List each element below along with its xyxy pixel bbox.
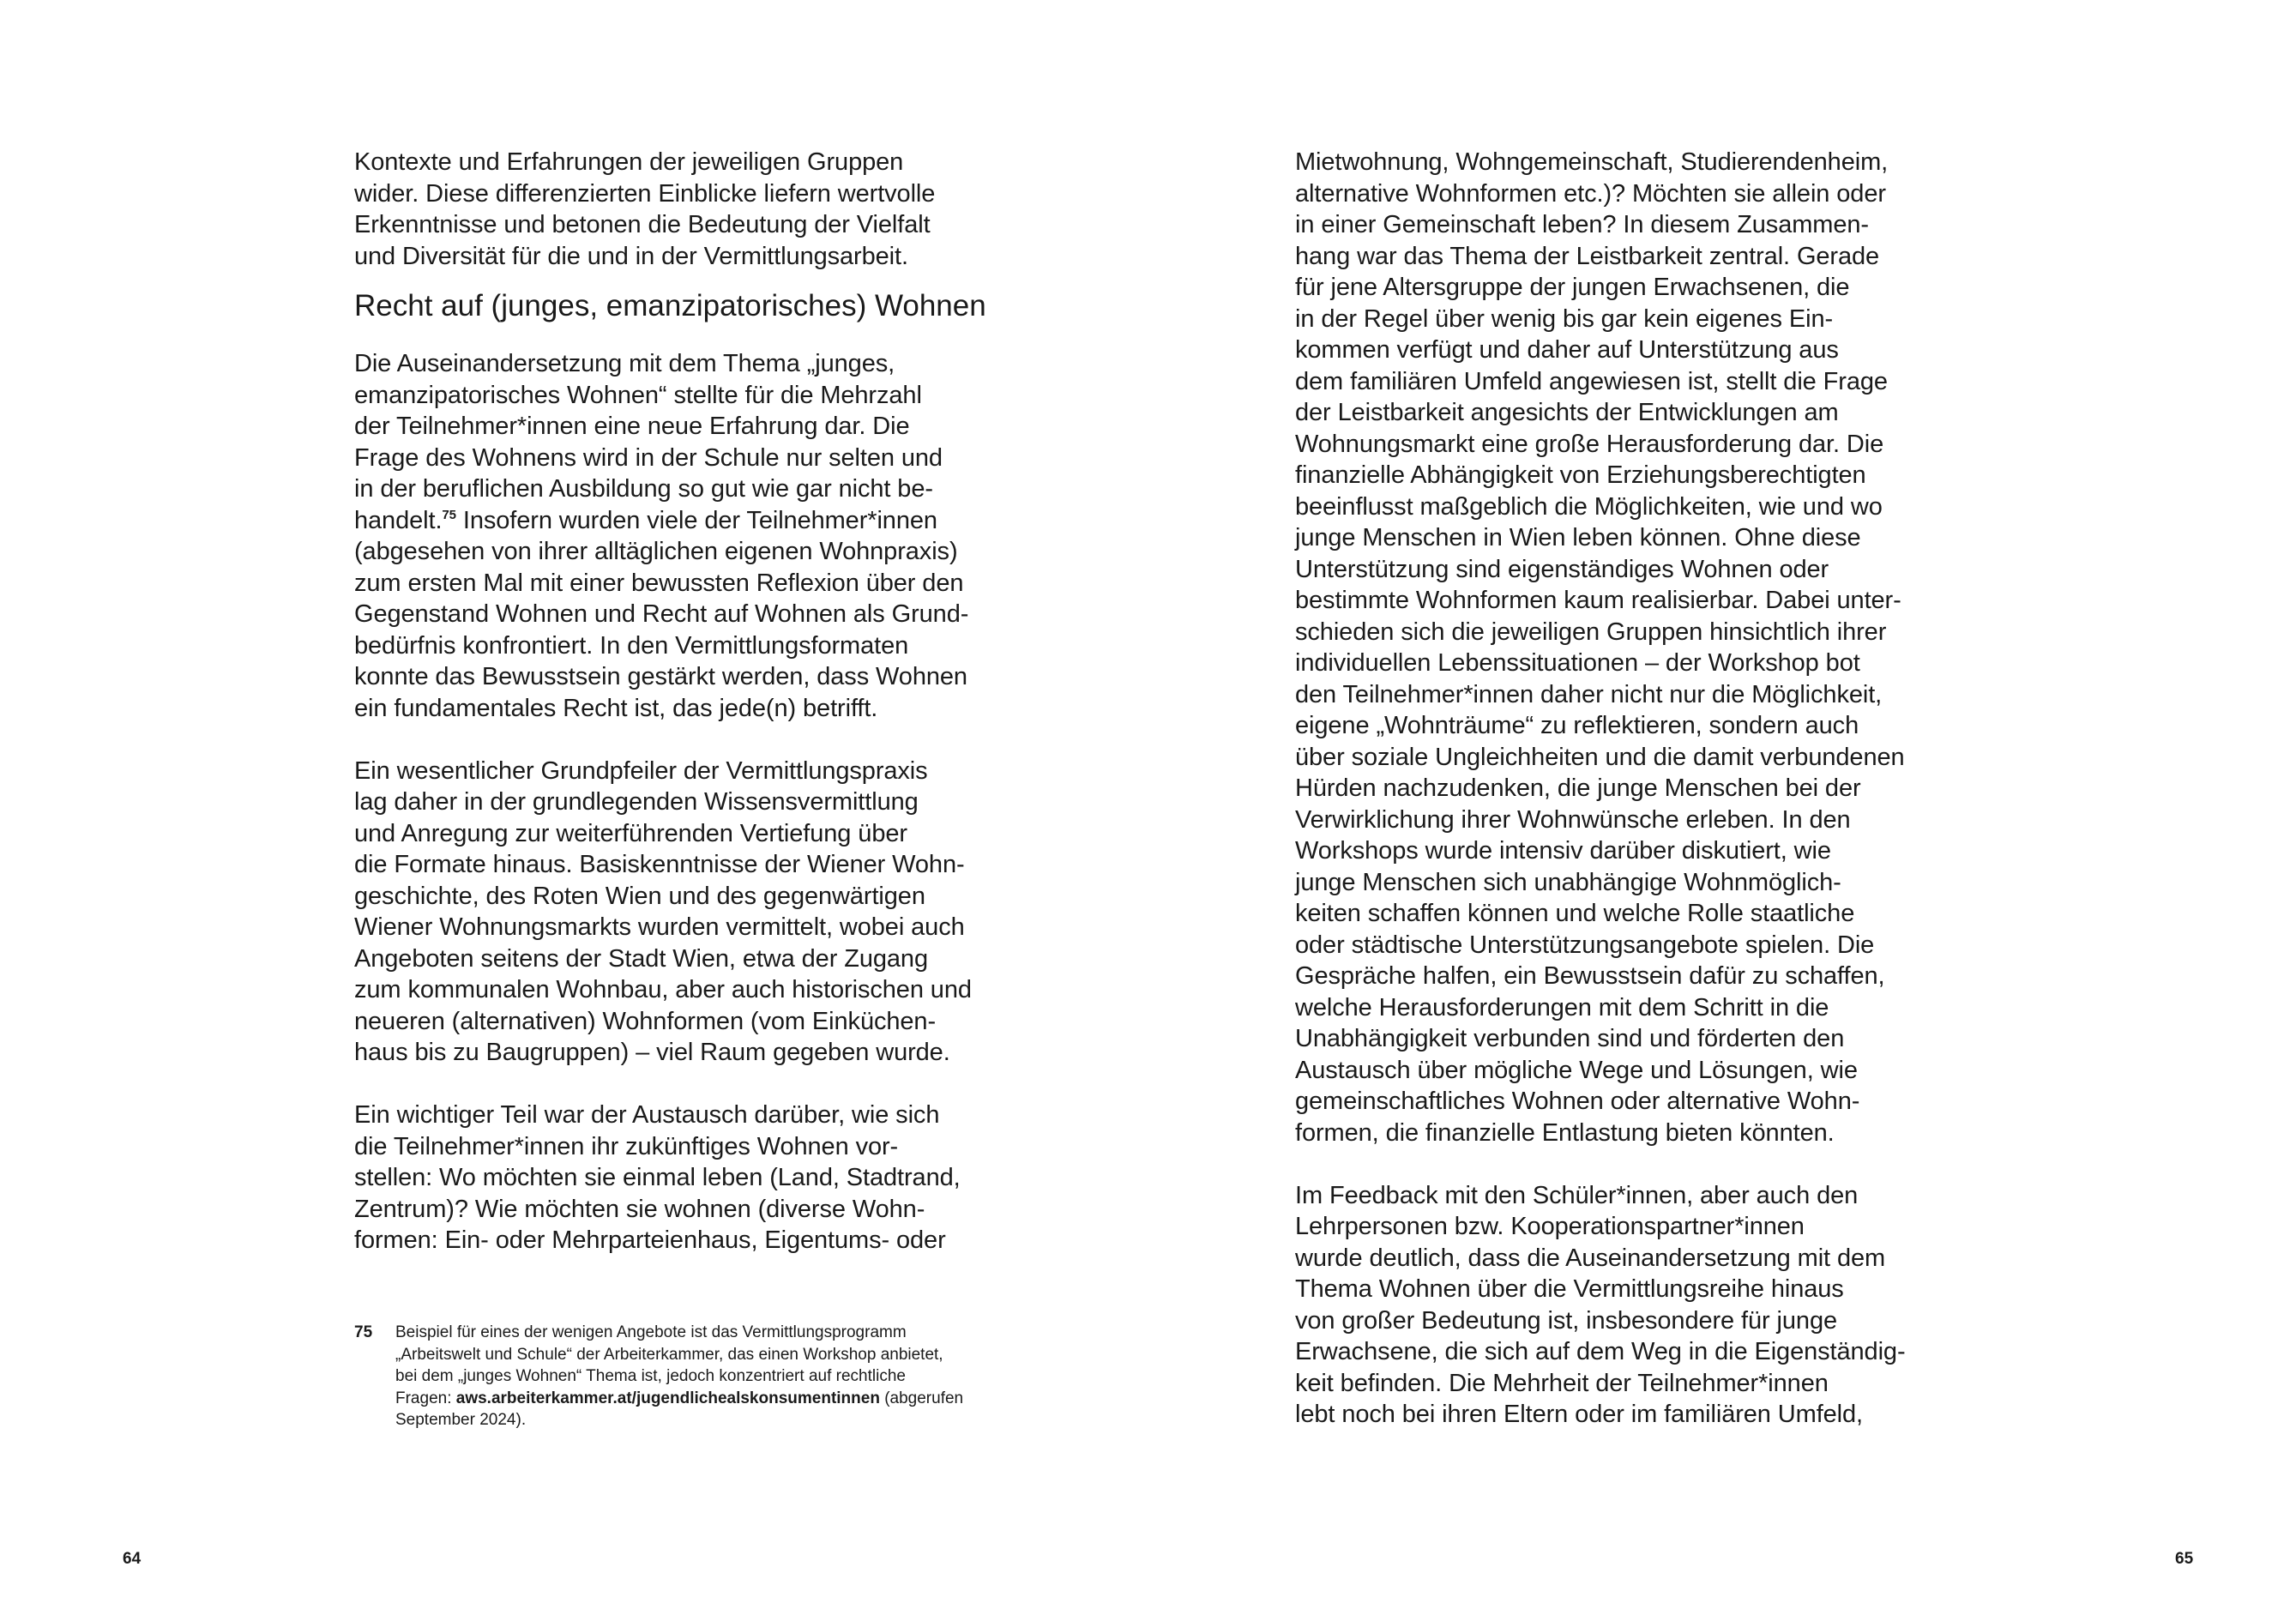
- text-line: zum ersten Mal mit einer bewussten Reflexion über den: [354, 569, 964, 597]
- text-line: lag daher in der grundlegenden Wissensvermittlung: [354, 788, 919, 816]
- text-line: Angeboten seitens der Stadt Wien, etwa der Zugang: [354, 944, 928, 973]
- text-line: formen: Ein- oder Mehrparteienhaus, Eigentums- oder: [354, 1226, 946, 1254]
- text-line: Im Feedback mit den Schüler*innen, aber auch den: [1295, 1181, 1859, 1209]
- text-line: in der beruflichen Ausbildung so gut wie gar nicht be-: [354, 475, 933, 503]
- text-line: finanzielle Abhängigkeit von Erziehungsberechtigten: [1295, 461, 1866, 489]
- footnote-line: „Arbeitswelt und Schule“ der Arbeiterkammer, das einen Workshop anbietet,: [395, 1345, 943, 1364]
- footnote-reference[interactable]: 75: [442, 507, 456, 522]
- text-line: (abgesehen von ihrer alltäglichen eigenen Wohnpraxis): [354, 538, 958, 565]
- text-line: die Formate hinaus. Basiskenntnisse der Wiener Wohn-: [354, 851, 965, 878]
- text-line: eigene „Wohnträume“ zu reflektieren, sondern auch: [1295, 712, 1859, 739]
- text-line: über soziale Ungleichheiten und die damit verbundenen: [1295, 743, 1905, 771]
- text-line: lebt noch bei ihren Eltern oder im familiären Umfeld,: [1295, 1401, 1864, 1428]
- text-line: ein fundamentales Recht ist, das jede(n) betrifft.: [354, 694, 878, 722]
- footnote-line: Beispiel für eines der wenigen Angebote ist das Vermittlungsprogramm: [395, 1323, 907, 1341]
- text-line: Wiener Wohnungsmarkts wurden vermittelt, wobei auch: [354, 913, 965, 941]
- text-line: wider. Diese differenzierten Einblicke liefern wertvolle: [354, 179, 936, 208]
- text-line: hang war das Thema der Leistbarkeit zentral. Gerade: [1295, 242, 1880, 270]
- text-line: Ein wesentlicher Grundpfeiler der Vermittlungspraxis: [354, 756, 928, 785]
- text-fragment: Fragen:: [395, 1389, 456, 1407]
- text-fragment: (abgerufen: [879, 1389, 964, 1407]
- footnote-link[interactable]: aws.arbeiterkammer.at/jugendlichealskonsumentinnen: [455, 1389, 880, 1407]
- paragraph-feedback: [1295, 1180, 1906, 1431]
- text-line: Erkenntnisse und betonen die Bedeutung der Vielfalt: [354, 211, 931, 238]
- text-line: für jene Altersgruppe der jungen Erwachsenen, die: [1295, 274, 1850, 301]
- text-line: Workshops wurde intensiv darüber diskutiert, wie: [1295, 837, 1831, 865]
- paragraph-gap: [1295, 1148, 1906, 1180]
- text-line: emanzipatorisches Wohnen“ stellte für die Mehrzahl: [354, 381, 922, 409]
- page-number-left: 64: [123, 1550, 142, 1568]
- text-line: von großer Bedeutung ist, insbesondere für junge: [1295, 1306, 1837, 1335]
- text-line: Gegenstand Wohnen und Recht auf Wohnen als Grund-: [354, 600, 969, 628]
- text-line: keiten schaffen können und welche Rolle staatliche: [1295, 900, 1855, 927]
- text-line: Verwirklichung ihrer Wohnwünsche erleben. In den: [1295, 805, 1851, 834]
- text-line: konnte das Bewusstsein gestärkt werden, dass Wohnen: [354, 663, 967, 690]
- text-line: neueren (alternativen) Wohnformen (vom Einküchen-: [354, 1007, 937, 1035]
- text-line: Lehrpersonen bzw. Kooperationspartner*innen: [1295, 1213, 1805, 1240]
- text-line: beeinflusst maßgeblich die Möglichkeiten, wie und wo: [1295, 492, 1883, 521]
- text-line: kommen verfügt und daher auf Unterstützung aus: [1295, 336, 1839, 364]
- text-line: Hürden nachzudenken, die junge Menschen bei der: [1295, 774, 1861, 802]
- paragraph-continued: [1295, 147, 1906, 1148]
- text-line: Austausch über mögliche Wege und Lösungen, wie: [1295, 1056, 1858, 1084]
- text-line: der Leistbarkeit angesichts der Entwicklungen am: [1295, 399, 1839, 426]
- text-line: oder städtische Unterstützungsangebote spielen. Die: [1295, 931, 1875, 959]
- text-line: der Teilnehmer*innen eine neue Erfahrung dar. Die: [354, 413, 910, 440]
- text-line: die Teilnehmer*innen ihr zukünftiges Wohnen vor-: [354, 1132, 899, 1160]
- text-line: und Diversität für die und in der Vermittlungsarbeit.: [354, 242, 908, 270]
- text-line: welche Herausforderungen mit dem Schritt in die: [1295, 993, 1829, 1021]
- text-line: individuellen Lebenssituationen – der Workshop bot: [1295, 649, 1860, 677]
- text-line: in einer Gemeinschaft leben? In diesem Zusammen-: [1295, 211, 1869, 238]
- text-line: zum kommunalen Wohnbau, aber auch historischen und: [354, 976, 972, 1003]
- page-number-right: 65: [2175, 1550, 2194, 1568]
- text-line: in der Regel über wenig bis gar kein eigenes Ein-: [1295, 304, 1834, 333]
- footnote-line: bei dem „junges Wohnen“ Thema ist, jedoch konzentriert auf rechtliche: [395, 1367, 906, 1385]
- text-line: Erwachsene, die sich auf dem Weg in die Eigenständig-: [1295, 1338, 1906, 1365]
- text-fragment: Insofern wurden viele der Teilnehmer*innen: [455, 506, 937, 534]
- text-fragment: handelt.: [354, 506, 443, 534]
- text-line: schieden sich die jeweiligen Gruppen hinsichtlich ihrer: [1295, 618, 1887, 646]
- text-line: Unterstützung sind eigenständiges Wohnen oder: [1295, 555, 1829, 583]
- text-line: junge Menschen sich unabhängige Wohnmöglich-: [1295, 868, 1841, 896]
- footnote-line: September 2024).: [395, 1411, 527, 1429]
- text-line: Die Auseinandersetzung mit dem Thema „junges,: [354, 350, 895, 377]
- text-line: wurde deutlich, dass die Auseinandersetzung mit dem: [1295, 1244, 1886, 1272]
- text-line: stellen: Wo möchten sie einmal leben (Land, Stadtrand,: [354, 1164, 961, 1191]
- text-line: Wohnungsmarkt eine große Herausforderung dar. Die: [1295, 430, 1884, 458]
- text-line: den Teilnehmer*innen daher nicht nur die Möglichkeit,: [1295, 680, 1883, 708]
- text-line: gemeinschaftliches Wohnen oder alternative Wohn-: [1295, 1088, 1860, 1115]
- text-line: und Anregung zur weiterführenden Vertiefung über: [354, 819, 907, 847]
- right-main-text: [1295, 147, 1906, 1431]
- text-line: bedürfnis konfrontiert. In den Vermittlungsformaten: [354, 631, 909, 660]
- section-heading: Recht auf (junges, emanzipatorisches) Wohnen: [354, 289, 986, 322]
- text-line: Unabhängigkeit verbunden sind und förderten den: [1295, 1025, 1845, 1052]
- text-line: geschichte, des Roten Wien und des gegenwärtigen: [354, 882, 925, 910]
- text-line: Mietwohnung, Wohngemeinschaft, Studierendenheim,: [1295, 148, 1889, 176]
- text-line: formen, die finanzielle Entlastung bieten könnten.: [1295, 1118, 1835, 1147]
- text-line: alternative Wohnformen etc.)? Möchten sie allein oder: [1295, 179, 1886, 208]
- text-line: Frage des Wohnens wird in der Schule nur selten und: [354, 443, 943, 472]
- text-line: haus bis zu Baugruppen) – viel Raum gegeben wurde.: [354, 1039, 950, 1066]
- text-line: Gespräche halfen, ein Bewusstsein dafür zu schaffen,: [1295, 962, 1885, 990]
- text-line: keit befinden. Die Mehrheit der Teilnehmer*innen: [1295, 1369, 1829, 1397]
- text-line: dem familiären Umfeld angewiesen ist, stellt die Frage: [1295, 367, 1888, 395]
- text-line: Kontexte und Erfahrungen der jeweiligen Gruppen: [354, 148, 904, 176]
- text-line: Thema Wohnen über die Vermittlungsreihe hinaus: [1295, 1275, 1844, 1303]
- footnote-number: 75: [354, 1323, 373, 1341]
- text-line: junge Menschen in Wien leben können. Ohne diese: [1295, 524, 1861, 551]
- text-line: Zentrum)? Wie möchten sie wohnen (diverse Wohn-: [354, 1195, 925, 1223]
- text-line: bestimmte Wohnformen kaum realisierbar. Dabei unter-: [1295, 587, 1901, 614]
- text-line: Ein wichtiger Teil war der Austausch darüber, wie sich: [354, 1101, 940, 1129]
